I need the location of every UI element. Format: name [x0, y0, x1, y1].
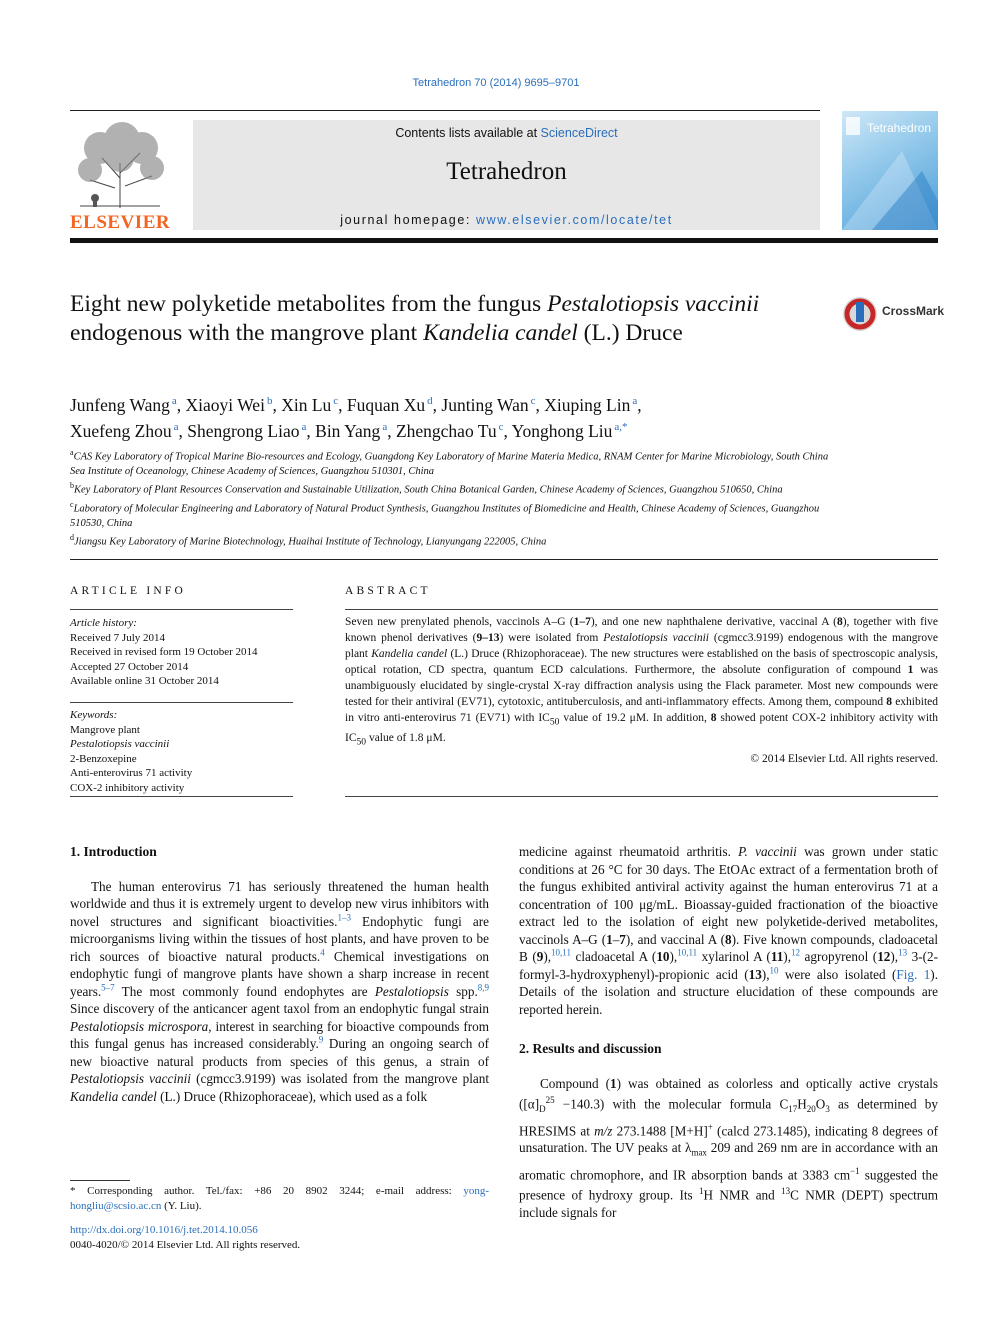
keyword: Anti-enterovirus 71 activity: [70, 767, 193, 779]
crossmark-label: CrossMark: [882, 304, 945, 318]
superscript: 13: [781, 1186, 791, 1197]
header-rule: [70, 110, 820, 111]
author-name[interactable]: Junfeng Wang: [70, 394, 170, 415]
info-rule: [70, 796, 293, 797]
author[interactable]: [186, 395, 273, 415]
affiliation-label: d: [70, 532, 74, 542]
species-name: Pestalotiopsis vaccinii: [603, 632, 709, 644]
author-name[interactable]: Zhengchao Tu: [395, 420, 497, 441]
body-text: Endophytic fungi are microorganisms living within the tissues of host plants, and have proven to be rich sources of bioactive natural products.: [70, 913, 490, 964]
author-affiliation-mark[interactable]: c: [333, 395, 339, 407]
body-text: C NMR (DEPT) spectrum include signals for: [519, 1187, 938, 1221]
author[interactable]: [70, 395, 177, 415]
reference-link[interactable]: 4: [320, 947, 325, 958]
author-name[interactable]: Xuefeng Zhou: [70, 420, 172, 441]
tree-icon: [70, 118, 170, 210]
body-text: Chemical investigations on endophytic fungi of mangrove plants have shown a sharp increase in recent years.: [70, 948, 490, 999]
history-label: Article history:: [70, 617, 137, 629]
author-name[interactable]: Junting Wan: [441, 394, 529, 415]
compound-ref: 13: [748, 966, 762, 982]
author[interactable]: [512, 421, 628, 441]
body-text: 3-(2-formyl-3-hydroxyphenyl)-propionic acid (: [519, 949, 938, 982]
intro-paragraph-cont: [519, 843, 938, 1018]
section-heading: 1. Introduction: [70, 844, 157, 859]
abstract-body: [345, 614, 938, 767]
affiliation: [70, 479, 840, 498]
body-text: medicine against rheumatoid arthritis.: [519, 844, 739, 859]
results-paragraph: [519, 1075, 938, 1222]
body-text: (cgmcc3.9199) was isolated from the mangrove plant: [190, 1071, 489, 1086]
body-text: ) was obtained as colorless and optically active crystals ([α]: [519, 1075, 938, 1112]
subscript: max: [691, 1148, 707, 1159]
keywords: [70, 708, 293, 795]
body-text: suggested the presence of hydroxy group. Its: [519, 1166, 938, 1203]
history-item: Available online 31 October 2014: [70, 675, 219, 687]
compound-ref: 1: [907, 664, 914, 676]
article-title: [70, 290, 800, 348]
title-part3: (L.) Druce: [577, 320, 683, 346]
compound-ref: 10: [656, 949, 670, 964]
abstract-rule: [345, 796, 938, 797]
body-text: ), and vaccinal A (: [625, 931, 725, 947]
corresponding-footnote: [70, 1184, 489, 1213]
author[interactable]: [315, 421, 387, 441]
footnote-rule: [70, 1180, 130, 1181]
compound-ref: 8: [836, 616, 843, 628]
author-affiliation-mark[interactable]: a: [301, 420, 307, 433]
body-text: were also isolated (: [778, 966, 897, 982]
issn-line: 0040-4020/© 2014 Elsevier Ltd. All rights reserved.: [70, 1239, 301, 1251]
abstract-text: (L.) Druce (Rhizophoraceae). The new structures were established on the basis of spectroscopic analysis, optical rotation, CD spectra, quantum ECD calculations. Furthermore, the absolute configuration of compound: [345, 648, 938, 676]
author-affiliation-mark[interactable]: c: [498, 420, 504, 433]
body-text: ). Five known compounds, cladoacetal B (: [519, 931, 939, 964]
keyword: COX-2 inhibitory activity: [70, 781, 185, 794]
body-left-column: [70, 843, 489, 1105]
article-history: [70, 616, 293, 689]
superscript: −1: [850, 1165, 860, 1176]
author[interactable]: [544, 395, 637, 415]
genus-name: Pestalotiopsis: [374, 983, 449, 999]
author-name[interactable]: Xiuping Lin: [544, 394, 631, 415]
article-info-caption: ARTICLE INFO: [70, 585, 186, 597]
body-text: agropyrenol (: [800, 949, 878, 964]
abstract-text: exhibited in vitro anti-enterovirus 71 (EV71) with IC: [345, 696, 939, 724]
footnote-text: * Corresponding author. Tel./fax: +86 20 8902 3244; e-mail address:: [70, 1185, 464, 1197]
affiliation: [70, 531, 840, 550]
author-name[interactable]: Bin Yang: [315, 420, 381, 441]
body-text: ),: [783, 949, 791, 964]
journal-citation[interactable]: Tetrahedron 70 (2014) 9695–9701: [412, 77, 580, 89]
figure-link[interactable]: Fig. 1: [896, 966, 931, 982]
keywords-label: Keywords:: [70, 709, 118, 721]
abstract-text: (cgmcc3.9199) endogenous with the mangrove plant: [345, 632, 938, 660]
crossmark-icon: [842, 296, 878, 332]
affiliation: [70, 446, 840, 479]
author-affiliation-mark[interactable]: d: [427, 395, 433, 407]
reference-link[interactable]: 1–3: [337, 912, 351, 923]
body-text: spp.: [448, 983, 478, 999]
body-text: H: [797, 1096, 807, 1112]
author-name[interactable]: Shengrong Liao: [187, 420, 300, 441]
subscript: 17: [788, 1104, 798, 1115]
abstract-caption: ABSTRACT: [345, 585, 431, 597]
reference-link[interactable]: 10: [769, 965, 779, 976]
body-text: (calcd 273.1485), indicating 8 degrees of unsaturation. The UV peaks at λ: [519, 1122, 938, 1156]
title-genus: Pestalotiopsis vaccinii: [547, 291, 760, 317]
section-heading: 2. Results and discussion: [519, 1041, 662, 1056]
body-text: The human enterovirus 71 has seriously threatened the human health worldwide and thus it is extremely urgent to develop new virus inhibitors with novel structures and significant bioactivities.: [70, 878, 489, 929]
footnote-text: (Y. Liu).: [161, 1199, 202, 1212]
abstract-text: ) were isolated from: [499, 632, 604, 644]
body-text: ),: [543, 949, 552, 964]
affiliation-text: Key Laboratory of Plant Resources Conservation and Sustainable Utilization, South China Botanical Garden, Chinese Academy of Sciences, Guangzhou 510650, China: [74, 484, 783, 496]
compound-ref: 9–13: [476, 632, 500, 644]
author[interactable]: [396, 421, 504, 441]
body-text: cladoacetal A (: [570, 949, 657, 964]
body-text: –: [612, 931, 620, 947]
homepage-line: [193, 213, 820, 227]
body-text: ),: [890, 949, 899, 964]
body-text: O: [815, 1096, 826, 1112]
compound-ref: 9: [536, 949, 544, 964]
subscript: 50: [549, 716, 560, 728]
email-link[interactable]: yong-hongliu@scsio.ac.cn: [70, 1185, 489, 1212]
affiliation-label: a: [70, 448, 74, 457]
author-name[interactable]: Xiaoyi Wei: [185, 394, 265, 415]
subscript: 3: [825, 1104, 830, 1115]
author-affiliation-mark[interactable]: a: [171, 395, 177, 407]
crossmark-badge[interactable]: [842, 296, 945, 336]
abstract-text: ), and one new naphthalene derivative, vaccinal A (: [590, 616, 837, 628]
author[interactable]: [347, 395, 433, 415]
subscript: 50: [356, 736, 367, 748]
species-name: Pestalotiopsis microspora: [70, 1018, 209, 1034]
author-name[interactable]: Yonghong Liu: [511, 420, 613, 441]
body-text: was grown under static conditions at 26 °C for 30 days. The EtOAc extract of a fermentation broth of the fungus exhibited antiviral activity against the human enterovirus 71 at a concentration of 100 μg/mL. Bioassay-guided fractionation of the bioactive extract led to the isolation of eight new polyketide-derived metabolites, vaccinols A–G (: [519, 844, 939, 947]
compound-ref: 12: [877, 949, 891, 964]
subscript: 20: [806, 1104, 816, 1115]
keyword: Pestalotiopsis vaccinii: [70, 738, 170, 750]
body-text: 273.1488 [M+H]: [612, 1122, 708, 1138]
reference-link[interactable]: 10,11: [551, 947, 571, 958]
history-item: Accepted 27 October 2014: [70, 660, 189, 673]
subscript: D: [539, 1104, 546, 1115]
author-name[interactable]: Fuquan Xu: [346, 394, 426, 415]
affiliation-text: CAS Key Laboratory of Tropical Marine Bio-resources and Ecology, Guangdong Key Laboratory of Marine Materia Medica, RNAM Center for Marine Microbiology, South China Sea Institute of Oceanology, Chinese Academy of Sciences, Guangzhou 510301, China: [70, 451, 829, 477]
compound-ref: 7: [619, 931, 626, 947]
journal-masthead: [193, 120, 820, 230]
doi-link[interactable]: http://dx.doi.org/10.1016/j.tet.2014.10.056: [70, 1224, 258, 1236]
reference-link[interactable]: 13: [898, 947, 908, 958]
compound-ref: 11: [770, 949, 784, 964]
abstract-text: value of 1.8 μM.: [366, 732, 446, 745]
body-text: The most commonly found endophytes are: [114, 983, 375, 999]
info-rule: [70, 609, 293, 610]
body-text: Since discovery of the anticancer agent taxol from an endophytic fungal strain: [70, 1001, 489, 1016]
reference-link[interactable]: 9: [318, 1034, 324, 1045]
author[interactable]: [70, 421, 178, 441]
body-text: ),: [761, 966, 770, 982]
body-text: During an ongoing search of new bioactive natural products from species of this genus, a strain of: [70, 1036, 489, 1069]
body-text: 209 and 269 nm are in accordance with an aromatic chromophore, and IR absorption bands at 3383 cm: [519, 1140, 939, 1182]
reference-link[interactable]: 12: [791, 947, 800, 958]
homepage-prefix: journal homepage:: [340, 213, 477, 227]
masthead-rule: [70, 238, 938, 243]
abstract-text: ), together with five known phenol derivatives (: [345, 616, 938, 644]
species-name: Pestalotiopsis vaccinii: [70, 1071, 191, 1086]
author[interactable]: [281, 395, 338, 415]
body-text: H NMR and: [703, 1187, 782, 1203]
title-plant: Kandelia candel: [423, 320, 578, 346]
title-part1: Eight new polyketide metabolites from the fungus: [70, 291, 548, 317]
intro-paragraph: [70, 878, 489, 1106]
journal-name: Tetrahedron: [446, 158, 567, 185]
superscript: 1: [698, 1186, 704, 1197]
body-text: xylarinol A (: [697, 949, 771, 964]
author-affiliation-mark[interactable]: b: [266, 395, 273, 407]
abstract-text: was unambiguously elucidated by single-crystal X-ray diffraction analysis using the Flack parameter. Most new compounds were tested for their antiviral (EV71), cytotoxic, antituberculosis, and anti-inflammatory effects. Among them, compound: [345, 664, 938, 708]
body-text: Compound (: [540, 1075, 611, 1091]
abstract-text: Seven new prenylated phenols, vaccinols A–G (: [345, 616, 574, 628]
affiliation-label: b: [70, 481, 74, 491]
abstract-rule: [345, 609, 938, 610]
reference-link[interactable]: 8,9: [477, 982, 489, 993]
history-item: Received in revised form 19 October 2014: [70, 646, 258, 658]
compound-ref: 8: [886, 696, 893, 708]
plant-name: Kandelia candel: [70, 1088, 157, 1104]
sciencedirect-link[interactable]: ScienceDirect: [540, 126, 618, 140]
author-affiliation-mark[interactable]: a: [173, 420, 179, 433]
journal-cover[interactable]: [842, 111, 938, 230]
compound-ref: 8: [725, 931, 732, 947]
species-name: P. vaccinii: [738, 844, 797, 859]
affiliation-list: [70, 446, 840, 550]
section-rule: [70, 559, 938, 560]
keyword: Mangrove plant: [70, 723, 140, 736]
abstract-copyright: © 2014 Elsevier Ltd. All rights reserved.: [750, 752, 938, 765]
author-affiliation-mark[interactable]: a: [632, 395, 638, 407]
body-text: ). Details of the isolation and structure elucidation of these compounds are reported herein.: [519, 966, 938, 1017]
body-text: m/z: [594, 1122, 613, 1138]
body-right-column: [519, 843, 938, 1222]
affiliation-label: c: [70, 499, 74, 509]
reference-link[interactable]: 5–7: [101, 982, 115, 993]
author-affiliation-mark[interactable]: a: [382, 420, 388, 433]
compound-ref: 8: [710, 712, 717, 724]
affiliation: [70, 498, 840, 531]
cover-title: Tetrahedron: [867, 121, 932, 135]
homepage-link[interactable]: www.elsevier.com/locate/tet: [476, 213, 673, 227]
compound-ref: 1–7: [573, 616, 591, 628]
affiliation-text: Jiangsu Key Laboratory of Marine Biotechnology, Huaihai Institute of Technology, Lianyungang 222005, China: [74, 536, 547, 548]
author-name[interactable]: Xin Lu: [281, 394, 332, 415]
info-rule: [70, 702, 293, 703]
abstract-text: value of 19.2 μM. In addition,: [559, 712, 711, 724]
superscript: +: [707, 1121, 713, 1132]
reference-link[interactable]: 10,11: [677, 947, 698, 958]
author-affiliation-mark[interactable]: c: [530, 395, 536, 407]
affiliation-text: Laboratory of Molecular Engineering and Laboratory of Natural Product Synthesis, Guangzhou Institutes of Biomedicine and Health, Chinese Academy of Sciences, Guangzhou 510530, China: [70, 503, 820, 529]
author[interactable]: [441, 395, 535, 415]
abstract-text: showed potent COX-2 inhibitory activity with IC: [345, 712, 938, 745]
superscript: 25: [545, 1095, 555, 1105]
publisher-name: ELSEVIER: [70, 212, 171, 233]
history-item: Received 7 July 2014: [70, 631, 166, 644]
plant-name: Kandelia candel: [371, 648, 448, 660]
contents-prefix: Contents lists available at: [395, 126, 541, 140]
body-text: (L.) Druce (Rhizophoraceae), which used as a folk: [156, 1088, 428, 1104]
compound-ref: 1: [610, 1075, 617, 1091]
compound-ref: 1: [606, 931, 613, 947]
author-list: Junfeng Wang $^a$, Xiaoyi Wei $^b$, Xin Lu $^c$, Fuquan Xu $^d$, Junting Wan $^c$, Xiuping Lin $^a$, Xuefeng Zhou $^a$, Shengrong Liao $^a$, Bin Yang $^a$, Zhengchao Tu $^c$, Yonghong Liu $^{a,*}$: [70, 394, 642, 441]
body-text: ),: [669, 949, 678, 964]
title-part2: endogenous with the mangrove plant: [70, 320, 424, 346]
author[interactable]: [187, 421, 306, 441]
author-affiliation-mark[interactable]: a,*: [614, 420, 628, 433]
body-text: −140.3) with the molecular formula C: [554, 1096, 789, 1112]
contents-line: [193, 126, 820, 140]
body-text: , interest in searching for bioactive compounds from this fungal genus has increased considerably.: [70, 1018, 489, 1051]
keyword: 2-Benzoxepine: [70, 752, 137, 765]
body-text: as determined by HRESIMS at: [519, 1096, 938, 1138]
